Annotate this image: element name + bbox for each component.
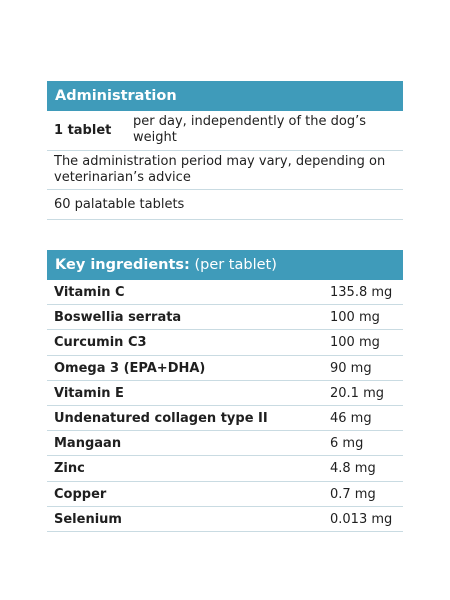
ingredients-header xyxy=(47,250,403,280)
ingredient-amount: 0.013 mg xyxy=(330,511,393,527)
dose-label: 1 tablet xyxy=(54,123,112,138)
ingredient-amount: 20.1 mg xyxy=(330,385,384,401)
ingredient-amount: 4.8 mg xyxy=(330,461,376,477)
ingredient-row xyxy=(47,356,403,381)
ingredient-row xyxy=(47,406,403,431)
ingredient-row xyxy=(47,456,403,481)
ingredient-name: Curcumin C3 xyxy=(54,335,147,351)
ingredient-name: Omega 3 (EPA+DHA) xyxy=(54,360,206,376)
ingredient-name: Copper xyxy=(54,486,107,502)
ingredient-name: Boswellia serrata xyxy=(54,310,182,326)
administration-panel xyxy=(47,81,403,220)
administration-header xyxy=(47,81,403,111)
ingredient-row xyxy=(47,330,403,355)
ingredient-amount: 0.7 mg xyxy=(330,486,376,502)
period-row xyxy=(47,151,403,190)
ingredient-name: Vitamin E xyxy=(54,385,124,401)
ingredients-list xyxy=(47,280,403,532)
ingredient-row xyxy=(47,381,403,406)
ingredients-panel xyxy=(47,250,403,532)
ingredient-name: Undenatured collagen type II xyxy=(54,410,268,426)
ingredient-name: Zinc xyxy=(54,461,85,477)
ingredient-amount: 100 mg xyxy=(330,335,380,351)
administration-title: Administration xyxy=(55,88,177,104)
ingredient-name: Mangaan xyxy=(54,436,122,452)
ingredient-row xyxy=(47,305,403,330)
ingredient-row xyxy=(47,482,403,507)
dose-row xyxy=(47,111,403,151)
ingredient-amount: 90 mg xyxy=(330,360,372,376)
count-row xyxy=(47,190,403,220)
ingredient-amount: 100 mg xyxy=(330,310,380,326)
ingredient-row xyxy=(47,280,403,305)
ingredient-row xyxy=(47,507,403,532)
count-text: 60 palatable tablets xyxy=(54,197,185,212)
ingredients-title: Key ingredients: xyxy=(55,257,190,273)
ingredient-name: Vitamin C xyxy=(54,285,125,300)
ingredient-amount: 135.8 mg xyxy=(330,285,393,300)
ingredient-amount: 46 mg xyxy=(330,410,372,426)
ingredient-amount: 6 mg xyxy=(330,436,364,452)
dose-text: per day, independently of the dog’s weight xyxy=(133,114,367,145)
ingredient-name: Selenium xyxy=(54,511,122,527)
ingredients-subtitle: (per tablet) xyxy=(194,257,277,273)
period-text: The administration period may vary, depending on veterinarian’s advice xyxy=(54,154,386,185)
ingredient-row xyxy=(47,431,403,456)
